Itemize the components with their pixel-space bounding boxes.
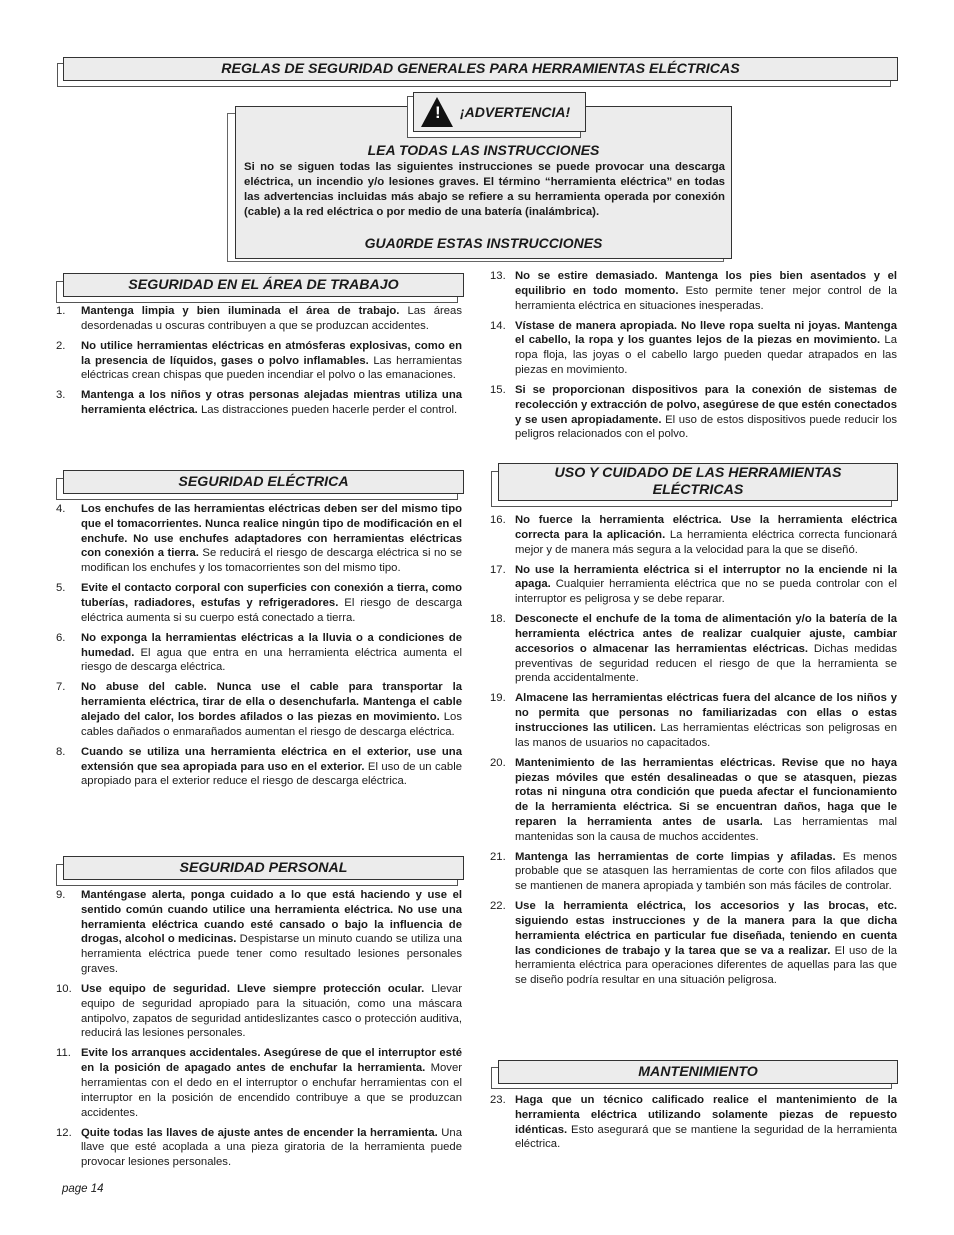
item-bold-text: Almacene las herramientas eléctricas fuera del alcance de los niños y no permita que personas no familiarizadas con ellas o estas instrucciones las utilicen. bbox=[515, 692, 897, 734]
warning-text: Si no se siguen todas las siguientes instrucciones se puede provocar una descarga eléctrica, un incendio y/o lesiones graves. El término “herramienta eléctrica” en todas las advertencias incluidas más abajo se refiere a su herramienta operada por conexión (cable) a la red eléctrica o por medio de una batería (inalámbrica). bbox=[244, 161, 725, 218]
item-number: 3. bbox=[56, 389, 66, 402]
warning-footer: GUA0RDE ESTAS INSTRUCCIONES bbox=[364, 235, 603, 251]
item-bold-text: Si se proporcionan dispositivos para la conexión de sistemas de recolección y extracción de polvo, asegúrese de que estén conectados y se usen apropiadamente. bbox=[515, 383, 897, 426]
item-text: Despistarse un minuto cuando se utiliza una herramienta eléctrica puede tener como resultado lesiones personales graves. bbox=[81, 933, 463, 975]
list-item bbox=[56, 388, 462, 418]
list-item bbox=[490, 269, 898, 313]
item-text: Las áreas desordenadas u oscuras contribuyen a que se produzcan accidentes. bbox=[81, 305, 462, 332]
item-bold-text: Use equipo de seguridad. Lleve siempre protección ocular. bbox=[81, 982, 425, 995]
item-number: 12. bbox=[56, 1126, 72, 1139]
item-number: 23. bbox=[490, 1094, 506, 1106]
list-item bbox=[490, 383, 898, 442]
item-number: 6. bbox=[56, 631, 66, 644]
item-bold-text: No abuse del cable. Nunca use el cable para transportar la herramienta eléctrica, tirar de ella o desenchufarla. Mantenga el cable alejado del calor, los bordes afilados o las piezas en movimiento. bbox=[81, 681, 462, 723]
item-number: 16. bbox=[490, 514, 506, 526]
list-item bbox=[490, 756, 897, 845]
section-title-work-area: SEGURIDAD EN EL ÁREA DE TRABAJO bbox=[63, 273, 464, 297]
item-number: 2. bbox=[56, 339, 66, 352]
item-bold-text: Mantenga las herramientas de corte limpias y afiladas. bbox=[515, 850, 836, 863]
list-item bbox=[490, 850, 898, 894]
list-item bbox=[56, 631, 462, 675]
item-bold-text: Cuando se utiliza una herramienta eléctrica en el exterior, use una extensión que sea apropiada para uso en el exterior. bbox=[81, 745, 462, 773]
item-bold-text: Los enchufes de las herramientas eléctricas deben ser del mismo tipo que el tomacorrientes. Nunca realice ningún tipo de modificación en el enchufe. No use enchufes adaptadores con herramientas eléctricas con conexión a tierra. bbox=[81, 503, 462, 560]
item-number: 5. bbox=[56, 582, 66, 595]
item-bold-text: Desconecte el enchufe de la toma de alimentación y/o la batería de la herramienta eléctrica antes de realizar cualquier ajuste, cambiar accesorios o almacenar las herramientas eléctricas. bbox=[515, 613, 897, 655]
item-bold-text: Evite los arranques accidentales. Asegúrese de que el interruptor esté en la posición de apagado antes de enchufar la herramienta. bbox=[81, 1047, 462, 1075]
item-number: 19. bbox=[490, 692, 506, 705]
item-text: Llevar equipo de seguridad apropiado para la situación, como una máscara antipolvo, zapatos de seguridad antideslizantes casco o protección auditiva, reducirá las lesiones personales. bbox=[81, 982, 462, 1040]
item-bold-text: No exponga la herramientas eléctricas a la lluvia o a condiciones de humedad. bbox=[81, 631, 462, 659]
item-number: 11. bbox=[56, 1047, 71, 1060]
item-bold-text: No se estire demasiado. Mantenga los pies bien asentados y el equilibrio en todo momento. bbox=[515, 270, 897, 297]
list-item bbox=[490, 691, 897, 750]
item-bold-text: No fuerce la herramienta eléctrica. Use la herramienta eléctrica correcta para la aplicación. bbox=[515, 514, 897, 541]
item-text: El uso de la herramienta eléctrica para operaciones diferentes de aquellas para las que se diseño podría resultar en una situación peligrosa. bbox=[515, 944, 898, 987]
section-title-use-care: USO Y CUIDADO DE LAS HERRAMIENTAS ELÉCTRICAS bbox=[498, 463, 898, 501]
item-number: 9. bbox=[56, 889, 66, 901]
item-text: El riesgo de descarga eléctrica aumenta si su cuerpo está conectado a tierra. bbox=[81, 596, 462, 624]
list-item bbox=[56, 745, 462, 789]
list-item bbox=[56, 502, 462, 576]
item-number: 4. bbox=[56, 503, 66, 515]
item-bold-text: Haga que un técnico calificado realice el mantenimiento de la herramienta eléctrica utilizando solamente piezas de repuesto idénticas. bbox=[515, 1094, 897, 1136]
list-item bbox=[56, 888, 463, 977]
item-text: Cualquier herramienta eléctrica que no se pueda controlar con el interruptor es peligrosa y se debe reparar. bbox=[515, 578, 897, 606]
warning-heading: LEA TODAS LAS INSTRUCCIONES bbox=[367, 142, 600, 158]
item-number: 1. bbox=[56, 305, 66, 317]
item-number: 21. bbox=[490, 850, 506, 863]
item-text: Las herramientas eléctricas son peligrosas en las manos de usuarios no capacitados. bbox=[515, 721, 897, 749]
item-text: Las herramientas mal mantenidas son la causa de muchos accidentes. bbox=[515, 815, 897, 843]
item-text: La herramienta eléctrica correcta funcionará mejor y de manera más segura a la velocidad para la que se diseñó. bbox=[515, 528, 897, 556]
page-title: REGLAS DE SEGURIDAD GENERALES PARA HERRAMIENTAS ELÉCTRICAS bbox=[63, 57, 898, 81]
warning-tab bbox=[413, 92, 586, 132]
item-bold-text: Use la herramienta eléctrica, los accesorios y las brocas, etc. siguiendo estas instrucciones y de la manera para la que dicha herramienta eléctrica en particular fue diseñada, teniendo en cuenta las condiciones de trabajo y la tarea que se va a realizar. bbox=[515, 900, 897, 957]
list-use-care bbox=[490, 513, 898, 993]
item-text: Esto permite tener mejor control de la herramienta eléctrica en situaciones inesperadas. bbox=[515, 284, 898, 312]
list-work-area bbox=[56, 304, 462, 423]
item-bold-text: No utilice herramientas eléctricas en atmósferas explosivas, como en la presencia de líquidos, gases o polvo inflamables. bbox=[81, 339, 462, 367]
item-text: El uso de un cable apropiado para el exterior reduce el riesgo de descarga eléctrica. bbox=[81, 760, 462, 788]
item-number: 17. bbox=[490, 563, 506, 576]
item-text: Es menos probable que se atasquen las herramientas de corte con filos afilados que se mantienen de manera apropiada y también son más fáciles de controlar. bbox=[515, 850, 898, 893]
item-number: 18. bbox=[490, 613, 506, 626]
list-item bbox=[56, 304, 462, 334]
section-title-maintenance: MANTENIMIENTO bbox=[498, 1060, 898, 1084]
list-item bbox=[56, 1126, 462, 1170]
item-number: 20. bbox=[490, 756, 506, 769]
list-item bbox=[490, 899, 898, 988]
item-text: Las distracciones pueden hacerle perder el control. bbox=[197, 404, 458, 417]
list-electrical bbox=[56, 502, 462, 794]
item-number: 8. bbox=[56, 745, 66, 758]
warning-triangle-icon: ! bbox=[421, 97, 453, 127]
item-number: 10. bbox=[56, 982, 72, 995]
list-item bbox=[56, 982, 462, 1041]
list-item bbox=[490, 319, 897, 378]
item-text: Una llave que esté acoplada a una pieza giratoria de la herramienta puede provocar lesiones personales. bbox=[81, 1126, 462, 1169]
item-text: Las herramientas eléctricas crean chispas que pueden incendiar el polvo o las emanaciones. bbox=[81, 354, 462, 382]
item-number: 7. bbox=[56, 681, 66, 694]
item-text: Esto asegurará que se mantiene la seguridad de la herramienta eléctrica. bbox=[515, 1123, 897, 1151]
item-bold-text: Vístase de manera apropiada. No lleve ropa suelta ni joyas. Mantenga el cabello, la ropa y los guantes lejos de la piezas en movimiento. bbox=[515, 319, 897, 347]
item-text: El agua que entra en una herramienta eléctrica aumenta el riesgo de descarga eléctrica. bbox=[81, 646, 462, 674]
warning-label: ¡ADVERTENCIA! bbox=[460, 104, 571, 120]
item-text: Mover herramientas con el dedo en el interruptor o enchufar herramientas con el interruptor en la posición de encendido contribuye a que se produzcan accidentes. bbox=[81, 1062, 462, 1119]
list-item bbox=[56, 339, 462, 383]
item-bold-text: Mantenga limpia y bien iluminada el área de trabajo. bbox=[81, 305, 400, 317]
item-bold-text: No use la herramienta eléctrica si el interruptor no la enciende ni la apaga. bbox=[515, 563, 897, 591]
item-bold-text: Mantenimiento de las herramientas eléctricas. Revise que no haya piezas móviles que estén desalineadas o que se atasquen, piezas rotas ni ninguna otra condición que pueda afectar el funcionamiento de la herramienta eléctrica. Si se encuentran daños, haga que le reparen la herramienta antes de usarla. bbox=[515, 756, 897, 828]
page-number: page 14 bbox=[62, 1183, 104, 1195]
item-number: 15. bbox=[490, 383, 506, 396]
list-personal-continued bbox=[490, 269, 898, 447]
item-bold-text: Manténgase alerta, ponga cuidado a lo que está haciendo y use el sentido común cuando utilice una herramienta eléctrica. No use una herramienta eléctrica cuando esté cansado o bajo la influencia de drogas, alcohol o medicinas. bbox=[81, 889, 462, 946]
list-item bbox=[490, 612, 897, 686]
list-item bbox=[56, 680, 462, 739]
item-bold-text: Quite todas las llaves de ajuste antes de encender la herramienta. bbox=[81, 1126, 438, 1139]
item-number: 14. bbox=[490, 319, 506, 332]
item-text: Dichas medidas preventivas de seguridad reducen el riesgo de que la herramienta se prenda accidentalmente. bbox=[515, 642, 897, 685]
list-item bbox=[490, 563, 897, 607]
list-item bbox=[490, 1093, 897, 1152]
list-item bbox=[56, 581, 462, 625]
item-text: El uso de estos dispositivos puede reducir los peligros relacionados con el polvo. bbox=[515, 413, 898, 441]
item-bold-text: Evite el contacto corporal con superficies con conexión a tierra, como tuberías, radiadores, estufas y refrigeradores. bbox=[81, 582, 462, 609]
item-number: 13. bbox=[490, 270, 506, 282]
list-personal bbox=[56, 888, 463, 1175]
item-bold-text: Mantenga a los niños y otras personas alejadas mientras utiliza una herramienta eléctrica. bbox=[81, 389, 462, 417]
item-text: Se reducirá el riesgo de descarga eléctrica si no se modifican los enchufes y los tomacorrientes son del mismo tipo. bbox=[81, 547, 462, 575]
item-text: La ropa floja, las joyas o el cabello largo pueden quedar atrapados en las piezas en movimiento. bbox=[515, 334, 897, 376]
item-number: 22. bbox=[490, 900, 506, 913]
section-title-personal: SEGURIDAD PERSONAL bbox=[63, 856, 464, 880]
item-text: Los cables dañados o enmarañados aumentan el riesgo de descarga eléctrica. bbox=[81, 710, 462, 738]
list-item bbox=[490, 513, 897, 557]
list-item bbox=[56, 1046, 462, 1120]
section-title-electrical: SEGURIDAD ELÉCTRICA bbox=[63, 470, 464, 494]
list-maintenance bbox=[490, 1093, 897, 1157]
